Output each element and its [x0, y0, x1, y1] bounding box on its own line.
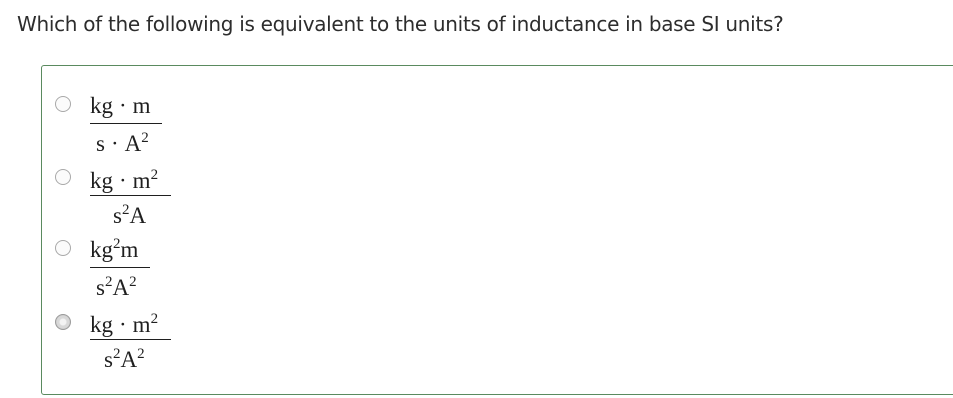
denominator-option-3: $s^2A^2$ — [96, 274, 137, 300]
radio-button-option-4[interactable] — [55, 314, 71, 330]
fraction-bar-option-2 — [90, 195, 171, 196]
radio-button-option-1[interactable] — [55, 96, 71, 112]
question-text: Which of the following is equivalent to the units of inductance in base SI units? — [17, 12, 784, 36]
denominator-option-2: $s^2A$ — [113, 202, 147, 228]
answer-options-box — [41, 65, 953, 395]
denominator-option-4: $s^2A^2$ — [104, 346, 145, 372]
numerator-option-1: kg · m — [90, 93, 151, 118]
radio-button-option-2[interactable] — [55, 169, 71, 185]
numerator-option-2: kg · $m^2$ — [90, 167, 159, 193]
numerator-option-4: kg · $m^2$ — [90, 311, 159, 337]
numerator-option-3: $kg^2m$ — [90, 236, 139, 262]
fraction-bar-option-1 — [90, 123, 162, 124]
denominator-option-1: $s \cdot A^2$ — [96, 130, 149, 156]
fraction-bar-option-4 — [90, 339, 171, 340]
radio-button-option-3[interactable] — [55, 240, 71, 256]
fraction-bar-option-3 — [90, 267, 150, 268]
